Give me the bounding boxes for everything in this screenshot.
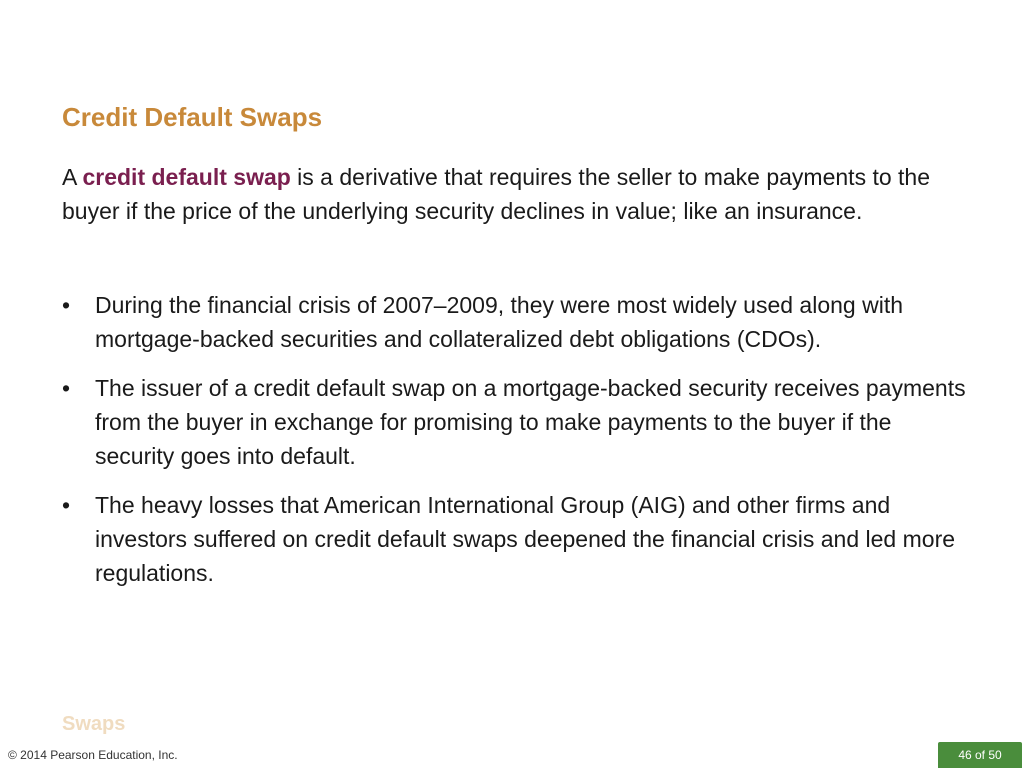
intro-paragraph bbox=[62, 160, 967, 228]
bullet-text: The issuer of a credit default swap on a mortgage-backed security receives payments from the buyer in exchange for promising to make payments to the buyer if the security goes into default. bbox=[95, 375, 966, 469]
bullet-item bbox=[62, 288, 967, 356]
bullet-text: The heavy losses that American International Group (AIG) and other firms and investors suffered on credit default swaps deepened the financial crisis and led more regulations. bbox=[95, 492, 956, 586]
key-term: credit default swap bbox=[82, 164, 291, 190]
bullet-text: During the financial crisis of 2007–2009, they were most widely used along with mortgage-backed securities and collateralized debt obligations (CDOs). bbox=[95, 292, 903, 352]
bullet-dot: • bbox=[62, 292, 71, 318]
bullet-item bbox=[62, 371, 967, 473]
bullet-dot: • bbox=[62, 492, 71, 518]
intro-rest: is a derivative that requires the seller to make payments to the buyer if the price of the underlying security declines in value; like an insurance. bbox=[62, 164, 931, 224]
page-number-badge: 46 of 50 bbox=[938, 742, 1022, 768]
bullet-list bbox=[62, 288, 967, 605]
bullet-item bbox=[62, 488, 967, 590]
copyright-notice: © 2014 Pearson Education, Inc. bbox=[8, 748, 178, 762]
section-label: Swaps bbox=[62, 713, 126, 735]
bullet-dot: • bbox=[62, 375, 71, 401]
intro-prefix: A bbox=[62, 164, 83, 190]
slide-title: Credit Default Swaps bbox=[62, 102, 323, 132]
